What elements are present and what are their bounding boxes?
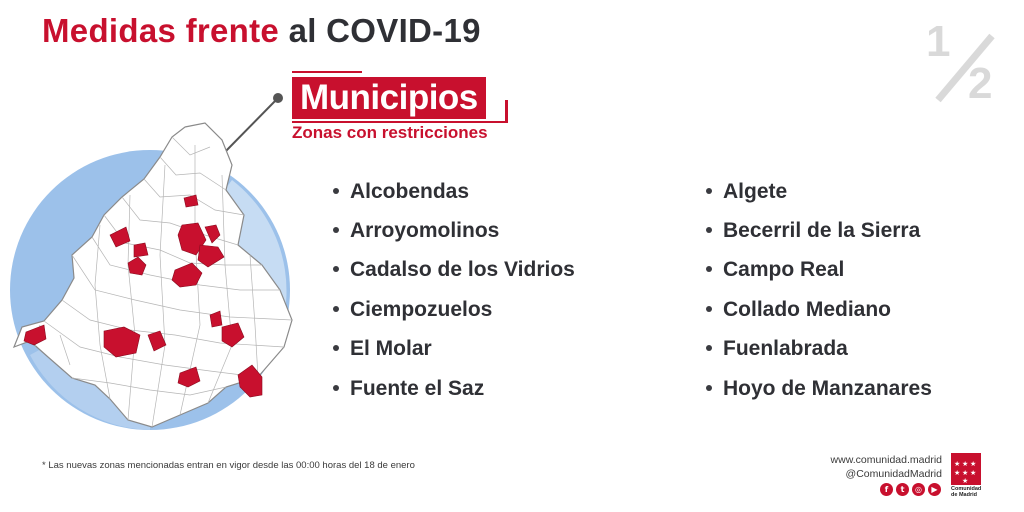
municipality-name: Becerril de la Sierra (723, 219, 921, 243)
list-item (333, 290, 575, 329)
list-item (333, 369, 575, 408)
title-highlight: Medidas frente (42, 12, 280, 49)
bullet-icon (333, 385, 339, 391)
social-handle[interactable]: @ComunidadMadrid (845, 468, 942, 480)
municipality-name: Arroyomolinos (350, 219, 500, 243)
list-item (333, 211, 575, 250)
svg-text:★: ★ (962, 469, 969, 477)
list-item (333, 251, 575, 290)
bullet-icon (706, 227, 712, 233)
list-item (706, 369, 932, 408)
list-item (706, 211, 932, 250)
bullet-icon (706, 266, 712, 272)
footnote: * Las nuevas zonas mencionadas entran en vigor desde las 00:00 horas del 18 de enero (42, 460, 415, 471)
twitter-icon[interactable]: t (896, 483, 909, 496)
municipality-name: Cadalso de los Vidrios (350, 258, 575, 282)
bullet-icon (706, 306, 712, 312)
municipality-name: Hoyo de Manzanares (723, 376, 932, 400)
municipality-name: Fuenlabrada (723, 337, 848, 361)
flag-icon (951, 453, 981, 485)
svg-text:1: 1 (926, 17, 951, 66)
list-item (706, 172, 932, 211)
list-item (706, 290, 932, 329)
bullet-icon (706, 345, 712, 351)
bullet-icon (333, 345, 339, 351)
municipality-name: El Molar (350, 337, 432, 361)
section-subtitle: Zonas con restricciones (292, 123, 488, 142)
section-heading: Municipios (292, 77, 486, 119)
list-item (333, 330, 575, 369)
title-rest: al COVID-19 (288, 12, 481, 49)
municipality-list-right (706, 172, 932, 408)
page-indicator (918, 14, 1014, 106)
svg-text:★: ★ (954, 460, 961, 468)
page-title (42, 12, 481, 50)
list-item (333, 172, 575, 211)
svg-text:★: ★ (962, 460, 969, 468)
svg-text:★: ★ (970, 460, 977, 468)
contact-info (831, 453, 942, 481)
bullet-icon (333, 188, 339, 194)
youtube-icon[interactable]: ▶ (928, 483, 941, 496)
madrid-map-illustration (0, 85, 300, 445)
municipality-name: Algete (723, 179, 788, 203)
comunidad-madrid-logo (951, 453, 981, 498)
bullet-icon (333, 227, 339, 233)
instagram-icon[interactable]: ◎ (912, 483, 925, 496)
heading-accent-line (292, 71, 362, 73)
municipality-name: Ciempozuelos (350, 297, 493, 321)
social-icons (880, 483, 941, 496)
municipality-name: Campo Real (723, 258, 845, 282)
logo-caption (951, 486, 981, 498)
municipality-list-left (333, 172, 575, 408)
municipality-name: Collado Mediano (723, 297, 891, 321)
heading-corner (505, 100, 508, 122)
municipality-name: Fuente el Saz (350, 376, 485, 400)
svg-text:★: ★ (962, 477, 969, 485)
svg-text:★: ★ (954, 469, 961, 477)
logo-caption-line: Comunidad (951, 486, 982, 492)
svg-text:★: ★ (970, 469, 977, 477)
bullet-icon (706, 188, 712, 194)
list-item (706, 251, 932, 290)
svg-text:2: 2 (968, 59, 993, 106)
bullet-icon (333, 266, 339, 272)
bullet-icon (706, 385, 712, 391)
municipality-name: Alcobendas (350, 179, 470, 203)
website-link[interactable]: www.comunidad.madrid (830, 454, 942, 466)
logo-caption-line: de Madrid (951, 492, 977, 498)
list-item (706, 330, 932, 369)
bullet-icon (333, 306, 339, 312)
facebook-icon[interactable]: f (880, 483, 893, 496)
